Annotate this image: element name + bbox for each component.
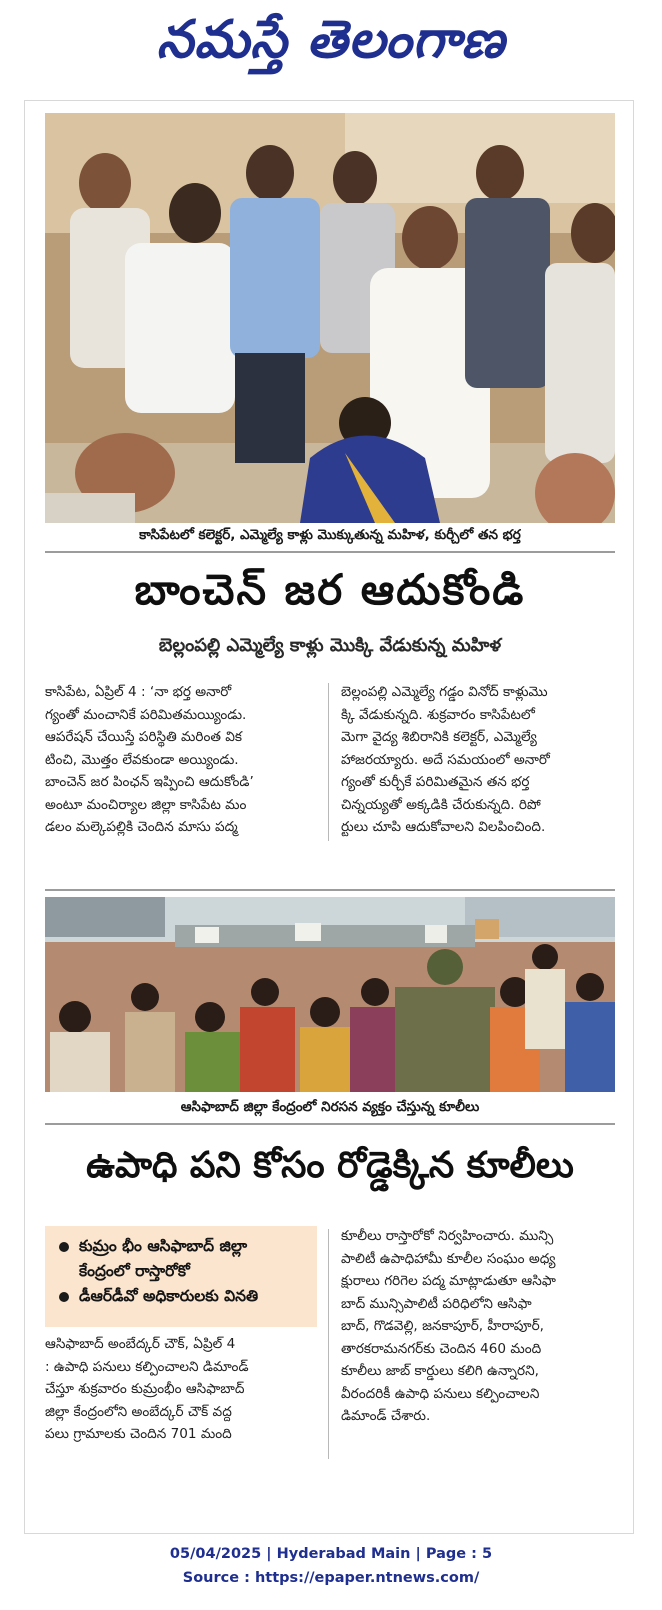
- story2-body-col1: ఆసిఫాబాద్ అంబేద్కర్ చౌక్, ఏప్రిల్ 4 : ఉపాధి పనులు కల్పించాలని డిమాండ్ చేస్తూ శుక్రవారం కుమ్రంభీం ఆసిఫాబాద్ జిల్లా కేంద్రంలోని అంబేద్కర్ చౌక్ వద్ద పలు గ్రామాలకు చెందిన 701 మంది: [45, 1336, 249, 1442]
- story1-headline: బాంచెన్ జర ఆదుకోండి: [134, 565, 526, 614]
- story2-body-col2: కూలీలు రాస్తారోకో నిర్వహించారు. మున్సి పాలిటీ ఉపాధిహామీ కూలీల సంఘం అధ్య క్షురాలు గరిగెల పద్మ మాట్లాడుతూ ఆసిఫా బాద్ మున్సిపాలిటీ పరిధిలోని ఆసిఫా బాద్, గొడవెల్లి, జనకాపూర్, హీరాపూర్, తారకరామనగర్‌కు చెందిన 460 మంది కూలీలు జాబ్ కార్డులు కలిగి ఉన్నారని, వీరందరికీ ఉపాధి పనులు కల్పించాలని డిమాండ్ చేశారు.: [341, 1228, 556, 1424]
- highlight-item: కేంద్రంలో రాస్తారోకో: [79, 1262, 190, 1280]
- story2-photo: [45, 897, 615, 1092]
- story2-highlights-box: [45, 1226, 317, 1327]
- story2-photo-caption: ఆసిఫాబాద్ జిల్లా కేంద్రంలో నిరసన వ్యక్తం చేస్తున్న కూలీలు: [180, 1099, 480, 1115]
- column-divider: [328, 1229, 329, 1459]
- column-divider: [328, 683, 329, 841]
- highlight-item: కుమ్రం భీం ఆసిఫాబాద్ జిల్లా: [59, 1234, 307, 1259]
- story1-body-col2: బెల్లంపల్లి ఎమ్మెల్యే గడ్డం వినోద్ కాళ్లుమొ క్కి వేడుకున్నది. శుక్రవారం కాసిపేటలో మెగా వైద్య శిబిరానికి కలెక్టర్, ఎమ్మెల్యే హాజరయ్యారు. అదే సమయంలో అనారో గ్యంతో కుర్చీకే పరిమితమైన తన భర్త చిన్నయ్యతో అక్కడికి చేరుకున్నది. రిపో ర్టులు చూపి ఆదుకోవాలని విలపించింది.: [341, 684, 550, 835]
- story1-body-col1: కాసిపేట, ఏప్రిల్ 4 : ‘నా భర్త అనారో గ్యంతో మంచానికే పరిమితమయ్యిండు. ఆపరేషన్ చేయిస్తే పరిస్థితి మరింత విక టించి, మొత్తం లేవకుండా అయ్యిండు. బాంచెన్ జర పింఛన్ ఇప్పించి ఆదుకోండి’ అంటూ మంచిర్యాల జిల్లా కాసిపేట మం డలం మల్కెపల్లికి చెందిన మాసు పద్మ: [45, 684, 254, 835]
- footer-edition-info: 05/04/2025 | Hyderabad Main | Page : 5: [169, 1546, 493, 1562]
- newspaper-logo: నమస్తే తెలంగాణ: [156, 9, 506, 70]
- bullet-icon: [59, 1292, 69, 1302]
- story1-photo-caption: కాసిపేటలో కలెక్టర్, ఎమ్మెల్యే కాళ్లు మొక్కుతున్న మహిళ, కుర్చీలో తన భర్త: [139, 527, 521, 543]
- footer-source: Source : https://epaper.ntnews.com/: [182, 1570, 480, 1586]
- story1-subheadline: బెల్లంపల్లి ఎమ్మెల్యే కాళ్లు మొక్కి వేడుకున్న మహిళ: [158, 635, 502, 656]
- masthead: [0, 0, 662, 92]
- highlight-item: డీఆర్‌డీవో అధికారులకు వినతి: [59, 1284, 307, 1309]
- divider: [45, 551, 615, 553]
- divider: [45, 889, 615, 891]
- divider: [45, 1123, 615, 1125]
- story1-photo: [45, 113, 615, 523]
- bullet-icon: [59, 1242, 69, 1252]
- story2-headline: ఉపాధి పని కోసం రోడ్డెక్కిన కూలీలు: [86, 1145, 574, 1186]
- news-clipping: [24, 100, 634, 1534]
